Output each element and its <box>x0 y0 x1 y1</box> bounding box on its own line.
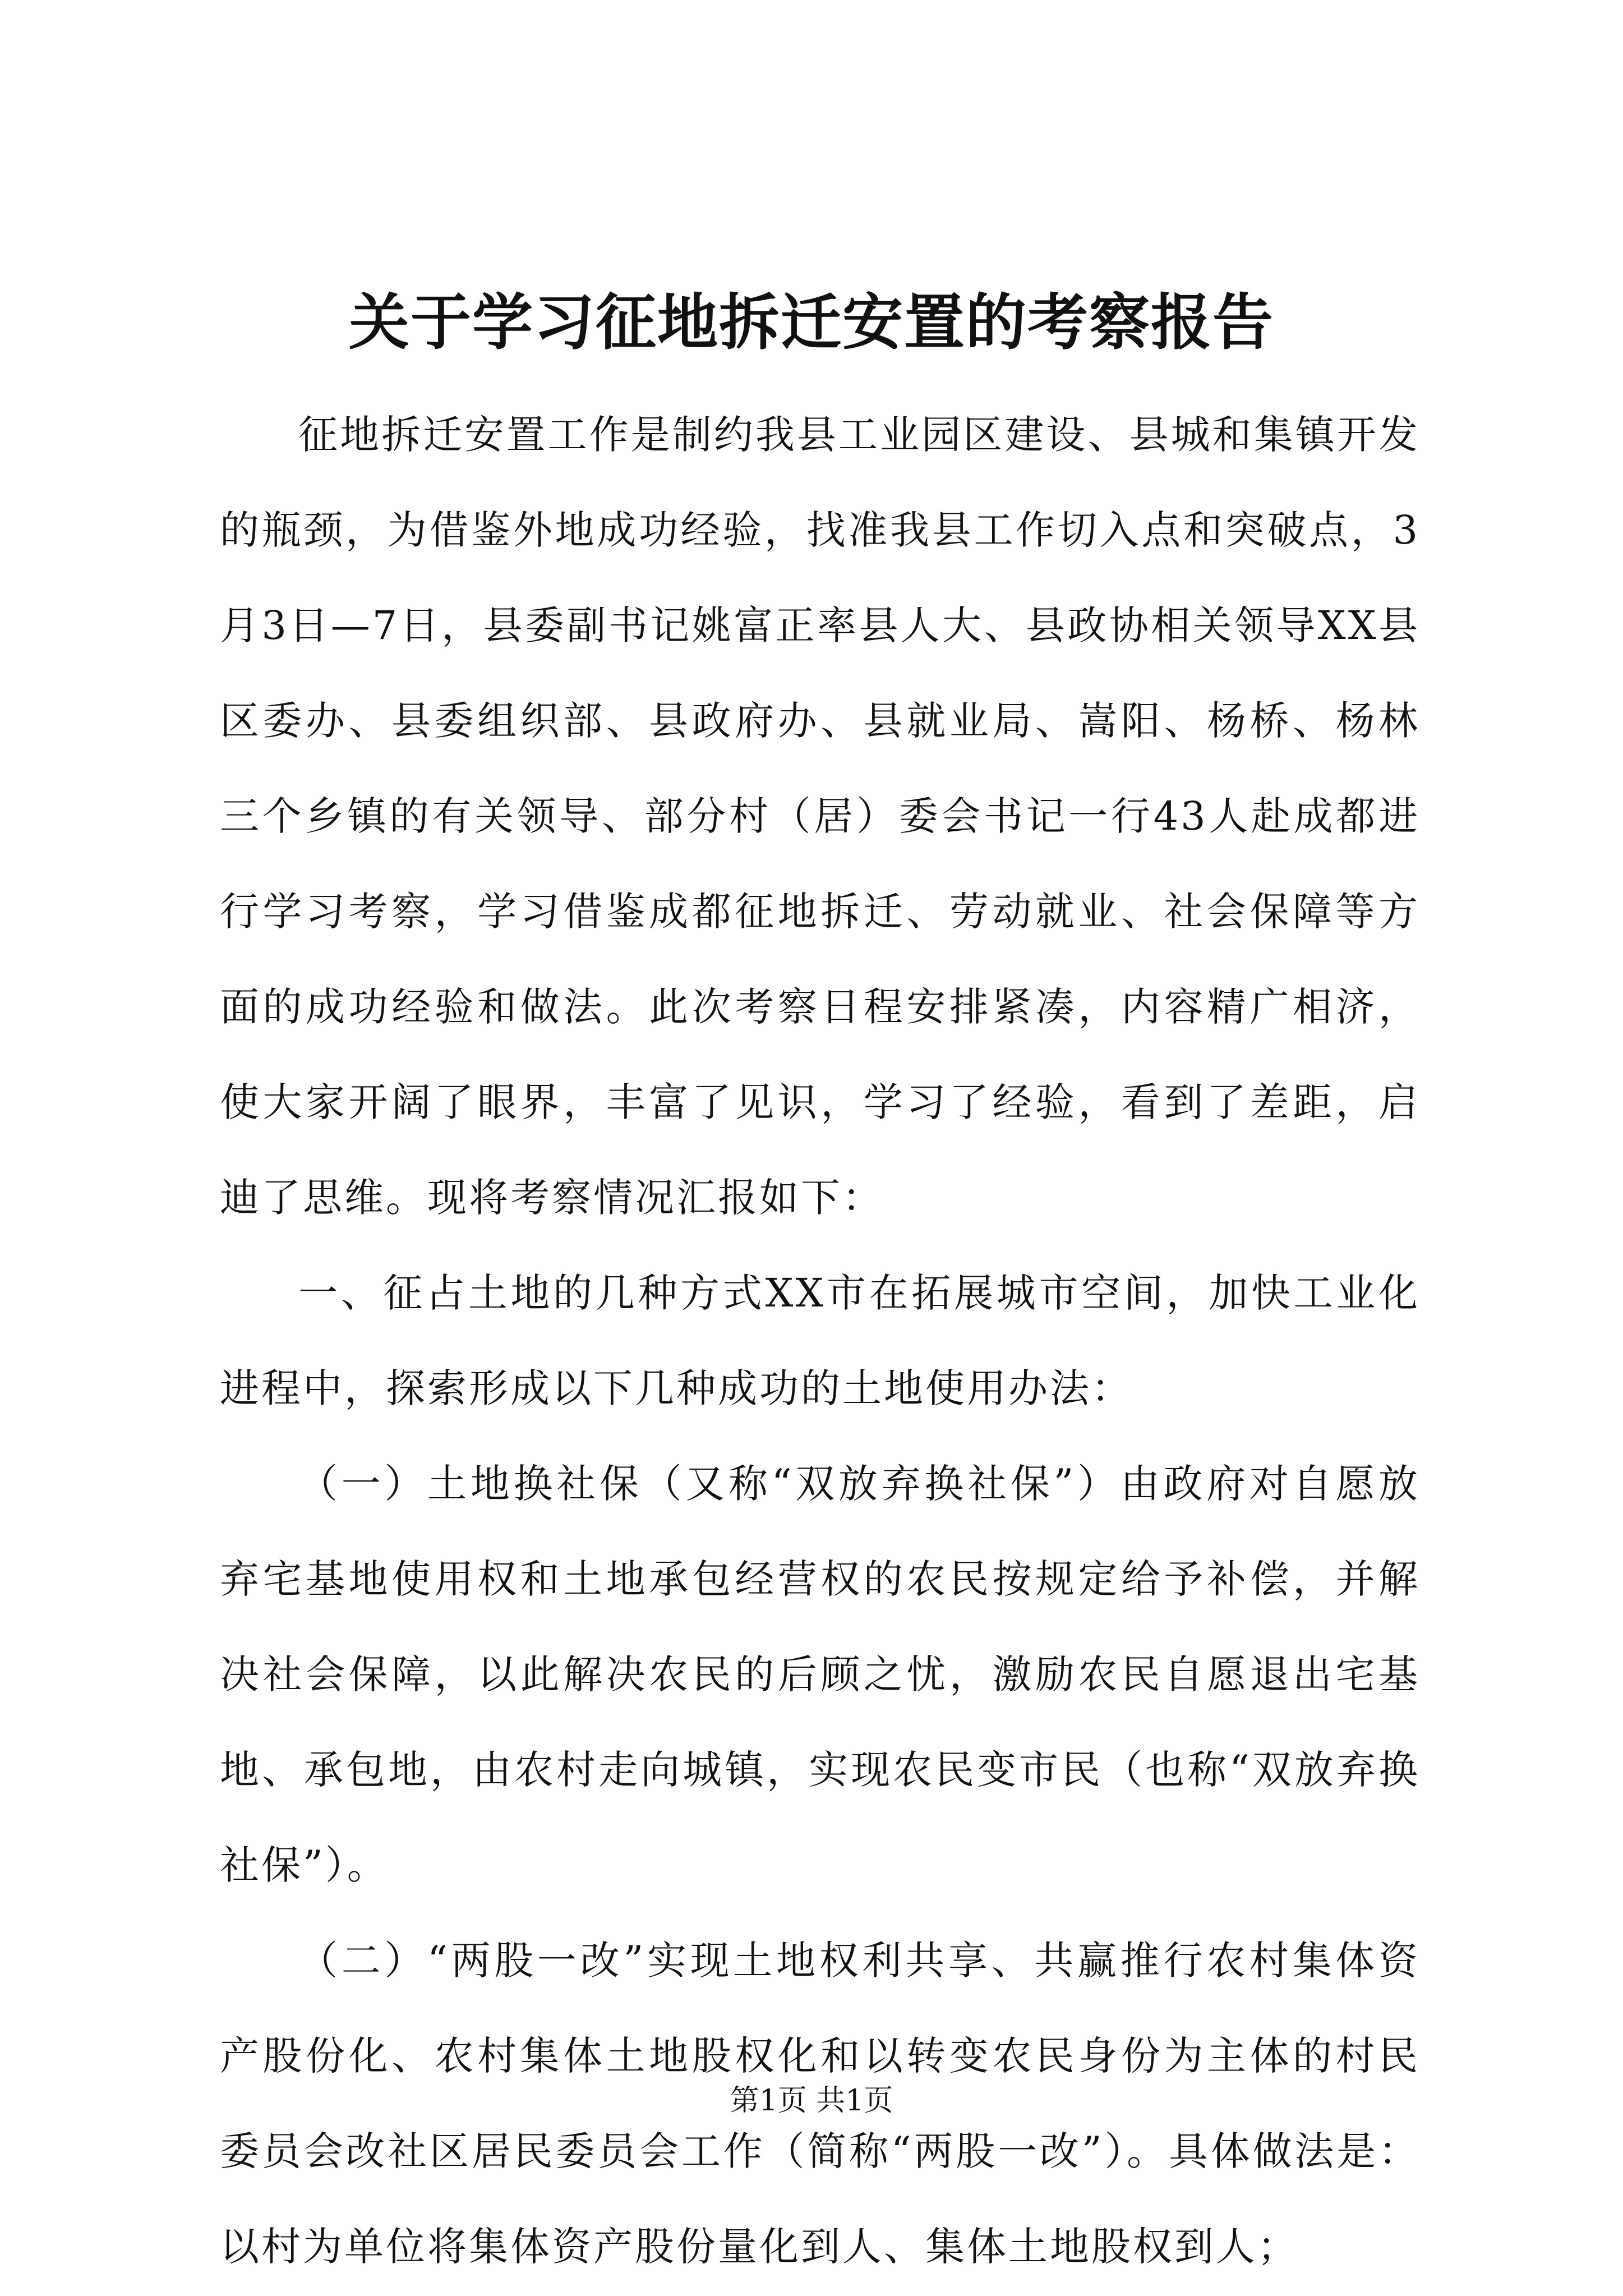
document-title: 关于学习征地拆迁安置的考察报告 <box>348 287 1274 358</box>
paragraph-section-1: 一、征占土地的几种方式XX市在拓展城市空间，加快工业化进程中，探索形成以下几种成功的土地使用办法： <box>220 1270 1420 1411</box>
paragraph-subsection-2: （二）“两股一改”实现土地权利共享、共赢推行农村集体资产股份化、农村集体土地股权化和以转变农民身份为主体的村民委员会改社区居民委员会工作（简称“两股一改”）。具体做法是：以村为单位将集体资产股份量化到人、集体土地股权到人； <box>220 1938 1420 2270</box>
paragraph-subsection-1: （一）土地换社保（又称“双放弃换社保”）由政府对自愿放弃宅基地使用权和土地承包经营权的农民按规定给予补偿，并解决社会保障，以此解决农民的后顾之忧，激励农民自愿退出宅基地、承包地，由农村走向城镇，实现农民变市民（也称“双放弃换社保”）。 <box>220 1461 1420 1888</box>
page-number-label: 第1页 共1页 <box>730 2084 893 2118</box>
page-footer <box>0 2078 1623 2123</box>
document-body <box>220 387 1420 2294</box>
paragraph-intro: 征地拆迁安置工作是制约我县工业园区建设、县城和集镇开发的瓶颈，为借鉴外地成功经验，找准我县工作切入点和突破点，3月3日—7日，县委副书记姚富正率县人大、县政协相关领导XX县区委办、县委组织部、县政府办、县就业局、嵩阳、杨桥、杨林三个乡镇的有关领导、部分村（居）委会书记一行43人赴成都进行学习考察，学习借鉴成都征地拆迁、劳动就业、社会保障等方面的成功经验和做法。此次考察日程安排紧凑，内容精广相济，使大家开阔了眼界，丰富了见识，学习了经验，看到了差距，启迪了思维。现将考察情况汇报如下： <box>220 412 1420 1221</box>
